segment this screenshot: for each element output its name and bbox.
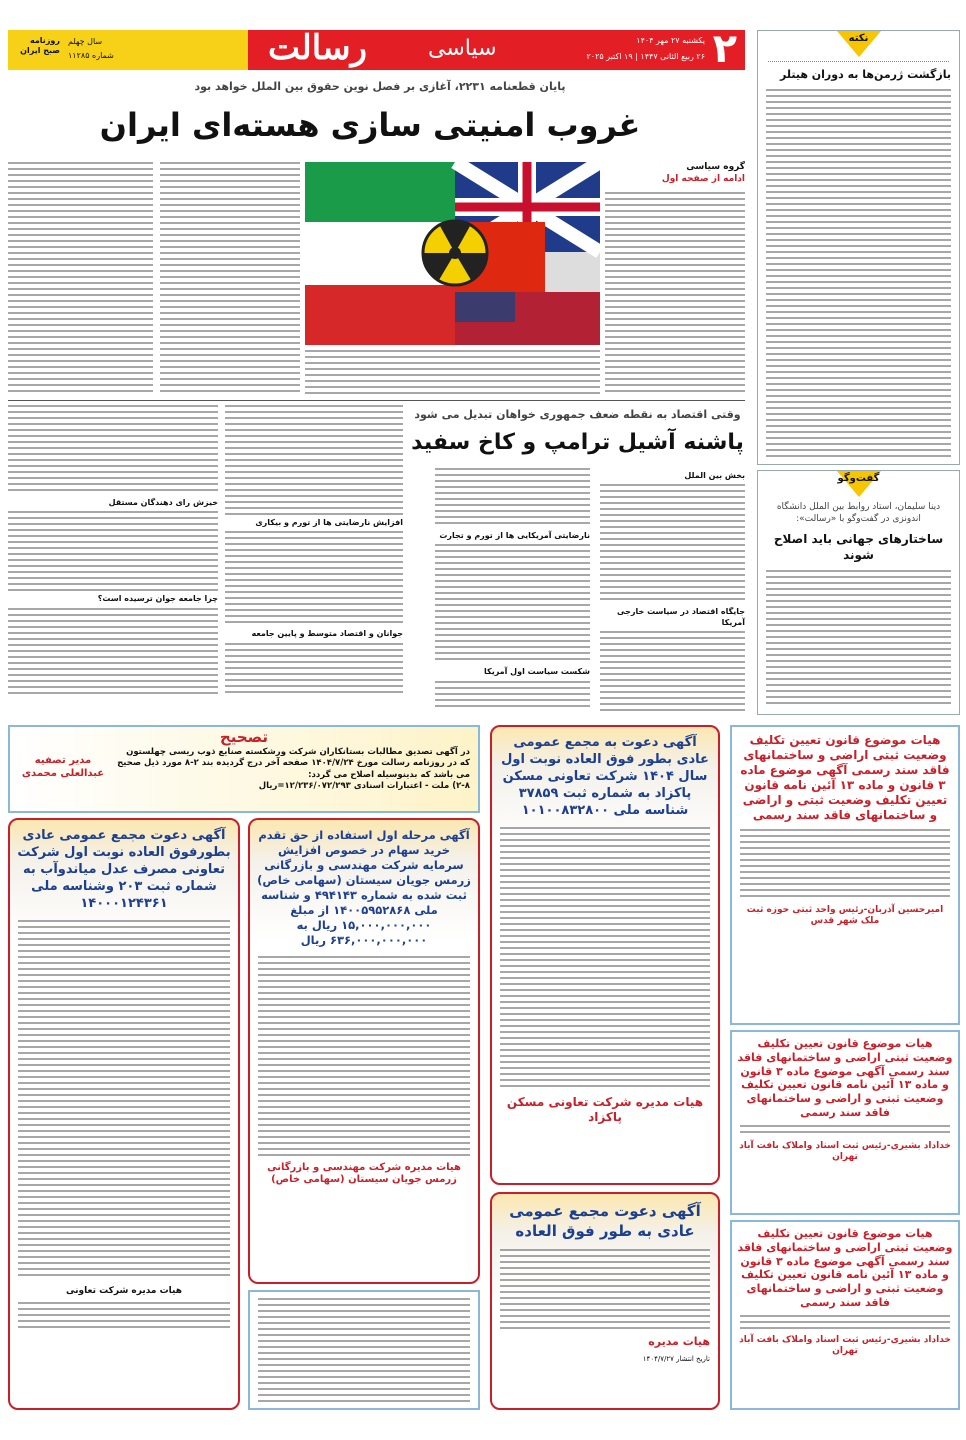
ad-text — [740, 1125, 950, 1137]
ad-footer: خداداد بشیری-رئیس ثبت اسناد واملاک بافت آباد تهران — [739, 1334, 951, 1356]
text-block — [8, 608, 218, 698]
subhead: نارضایتی آمریکایی ها از تورم و تجارت — [439, 531, 590, 540]
issue-label: شماره ۱۱۲۸۵ — [68, 51, 114, 60]
subhead: چرا جامعه جوان ترسیده است؟ — [97, 594, 218, 604]
subhead: افزایش نارضایتی ها از تورم و بیکاری — [255, 518, 403, 527]
text-block — [8, 405, 218, 495]
note-label: نکته — [848, 33, 869, 44]
image-caption-columns — [305, 350, 600, 395]
correction-amount: ۲-۸) ملت - اعتبارات اسنادی ۱۲/۲۳۶/۰۷۲/۲۹۳=ریال — [258, 781, 470, 792]
ad-footer: امیرحسین آذربان-رئیس واحد ثبتی حوزه ثبت ملک شهر قدس — [746, 905, 944, 927]
text-block — [435, 468, 590, 528]
interview-text — [766, 570, 951, 708]
note-title: بازگشت ژرمن‌ها به دوران هیتلر — [780, 68, 951, 81]
signer-role: مدیر تصفیه — [34, 755, 92, 766]
ad-footer: هیات مدیره شرکت تعاونی مسکن پاکزاد — [506, 1095, 704, 1125]
byline-text: گروه سیاسی — [686, 162, 745, 172]
small-logo: روزنامه صبح ایران — [20, 36, 60, 55]
subhead: شکست سیاست اول آمریکا — [484, 667, 590, 677]
interview-intro: دینا سلیمان، استاد روابط بین الملل دانشگاه اندونزی در گفت‌وگو با «رسالت»: — [776, 502, 941, 525]
second-column-1 — [600, 468, 745, 713]
ad-footer: خداداد بشیری-رئیس ثبت اسناد واملاک بافت آباد تهران — [739, 1140, 951, 1162]
small-notice — [248, 1290, 480, 1410]
divider — [8, 400, 745, 401]
correction-ad — [8, 725, 480, 813]
interview-label: گفت‌وگو — [837, 473, 880, 484]
text-block — [8, 511, 218, 591]
byline — [605, 162, 745, 185]
correction-text — [116, 747, 470, 793]
text-block — [435, 681, 590, 711]
ad-title: آگهی دعوت مجمع عمومی عادی بطورفوق العاده نوبت اول شرکت تعاونی مصرف عدل میاندوآب به شماره ثبت ۲۰۳ وشناسه ملی ۱۴۰۰۰۱۲۴۳۶۱ — [17, 828, 231, 911]
ad-text — [500, 1249, 710, 1329]
land-notice-1 — [730, 725, 960, 1025]
signatories — [18, 1302, 230, 1332]
note-header — [758, 31, 959, 61]
correction-title: تصحیح — [219, 728, 269, 746]
subhead: جایگاه اقتصاد در سیاست خارجی آمریکا — [617, 607, 745, 627]
text-block — [600, 484, 745, 604]
ad-date: تاریخ انتشار ۱۴۰۴/۷/۲۷ — [642, 1354, 710, 1363]
miandoab-ad — [8, 818, 240, 1410]
extraordinary-ad — [490, 1192, 720, 1410]
main-headline: غروب امنیتی سازی هسته‌ای ایران — [99, 106, 641, 144]
ad-text — [740, 829, 950, 899]
text-block — [225, 405, 403, 515]
second-column-4 — [8, 405, 218, 713]
pakzad-ad — [490, 725, 720, 1185]
main-column-4 — [8, 162, 153, 395]
second-column-3 — [225, 405, 403, 713]
zarmes-ad — [248, 818, 480, 1284]
correction-content — [10, 747, 478, 793]
interview-header — [758, 471, 959, 499]
second-kicker: وقتی اقتصاد به نقطه ضعف جمهوری خواهان تبدیل می شود — [414, 408, 741, 421]
ad-footer: هیات مدیره شرکت مهندسی و بازرگانی زرمس جویان سیستان (سهامی خاص) — [267, 1161, 461, 1185]
page-number: ۲ — [712, 26, 737, 72]
ad-title: هیات موضوع قانون تعیین تکلیف وضعیت ثبتی اراضی و ساختمانهای فاقد سند رسمی آگهی موضوع ماده ۳ قانون و ماده ۱۳ آئین نامه قانون تعیین تکلیف وضعیت ثبتی و اراضی و ساختمانهای فاقد سند رسمی — [737, 1037, 953, 1119]
ad-title: هیات موضوع قانون تعیین تکلیف وضعیت ثبتی اراضی و ساختمانهای فاقد سند رسمی آگهی موضوع ماده ۳ قانون و ماده ۱۳ آئین نامه قانون تعیین تکلیف وضعیت ثبتی و اراضی و ساختمانهای فاقد سند رسمی — [740, 733, 950, 822]
note-box — [757, 30, 960, 465]
main-column-3 — [160, 162, 300, 395]
text-block — [225, 643, 403, 693]
header-info-band — [8, 30, 248, 70]
text-block — [225, 531, 403, 626]
main-kicker: پایان قطعنامه ۲۲۳۱، آغازی بر فصل نوین حقوق بین الملل خواهد بود — [194, 80, 566, 93]
interview-title: ساختارهای جهانی باید اصلاح شوند — [773, 532, 944, 563]
ad-title: آگهی مرحله اول استفاده از حق تقدم خرید سهام در خصوص افزایش سرمایه شرکت مهندسی و بازرگانی زرمس جویان سیستان (سهامی خاص) ثبت شده به شماره ۴۹۴۱۴۳ و شناسه ملی ۱۴۰۰۵۹۵۲۸۶۸ از مبلغ ۱۵,۰۰۰,۰۰۰,۰۰۰ ریال به ۶۳۶,۰۰۰,۰۰۰,۰۰۰ ریال — [257, 828, 471, 947]
date-persian: یکشنبه ۲۷ مهر ۱۴۰۴ — [636, 36, 705, 45]
header-band — [248, 26, 745, 72]
ad-title: هیات موضوع قانون تعیین تکلیف وضعیت ثبتی اراضی و ساختمانهای فاقد سند رسمی آگهی موضوع ماده ۳ قانون و ماده ۱۳ آئین نامه قانون تعیین تکلیف وضعیت ثبتی و اراضی و ساختمانهای فاقد سند رسمی — [737, 1227, 953, 1309]
correction-signature — [18, 747, 108, 793]
land-notice-3 — [730, 1220, 960, 1410]
year-label: سال چهلم — [68, 37, 103, 46]
notice-text — [258, 1298, 470, 1402]
subhead: خیزش رای دهندگان مستقل — [108, 498, 218, 507]
lead-column-text — [605, 192, 745, 393]
subhead: جوانان و اقتصاد متوسط و پایین جامعه — [251, 629, 403, 639]
signer-name: عبدالعلی محمدی — [21, 767, 105, 779]
ad-text — [18, 920, 230, 1280]
newspaper-logo: رسالت — [268, 28, 368, 68]
correction-body: در آگهی تصدیق مطالبات بستانکاران شرکت ورشکسته صنایع ذوب ریسی چهلستون که در روزنامه رسالت مورخ ۱۴۰۴/۷/۲۴ صفحه آخر درج گردیده بند ۲-۸ مورد ذیل صحیح می باشد که بدینوسیله اصلاح می گردد: — [117, 747, 470, 780]
ad-footer: هیات مدیره — [648, 1335, 710, 1348]
divider — [768, 61, 949, 62]
ad-title: آگهی دعوت مجمع عمومی عادی به طور فوق العاده — [509, 1202, 701, 1240]
ad-text — [500, 827, 710, 1087]
interview-box — [757, 470, 960, 715]
second-column-2 — [435, 468, 590, 713]
text-block — [600, 631, 745, 711]
ad-title: آگهی دعوت به مجمع عمومی عادی بطور فوق العاده نوبت اول سال ۱۴۰۴ شرکت تعاونی مسکن پاکزاد به شماره ثبت ۳۷۸۵۹ شناسه ملی ۱۰۱۰۰۸۳۲۸۰۰ — [501, 735, 709, 818]
flags-nuclear-image — [305, 162, 600, 345]
ad-footer: هیات مدیره شرکت تعاونی — [66, 1286, 182, 1297]
note-text — [766, 89, 951, 458]
second-headline: پاشنه آشیل ترامپ و کاخ سفید — [411, 430, 744, 455]
land-notice-2 — [730, 1030, 960, 1215]
section-title: سیاسی — [428, 36, 497, 61]
ad-text — [740, 1315, 950, 1331]
date-hijri-gregorian: ۲۶ ربیع الثانی ۱۴۴۷ | ۱۹ اکتبر ۲۰۲۵ — [586, 52, 705, 61]
ad-text — [258, 956, 470, 1156]
continued-link[interactable]: ادامه از صفحه اول — [661, 173, 745, 184]
text-block — [435, 544, 590, 664]
second-byline: بخش بین الملل — [684, 471, 745, 480]
